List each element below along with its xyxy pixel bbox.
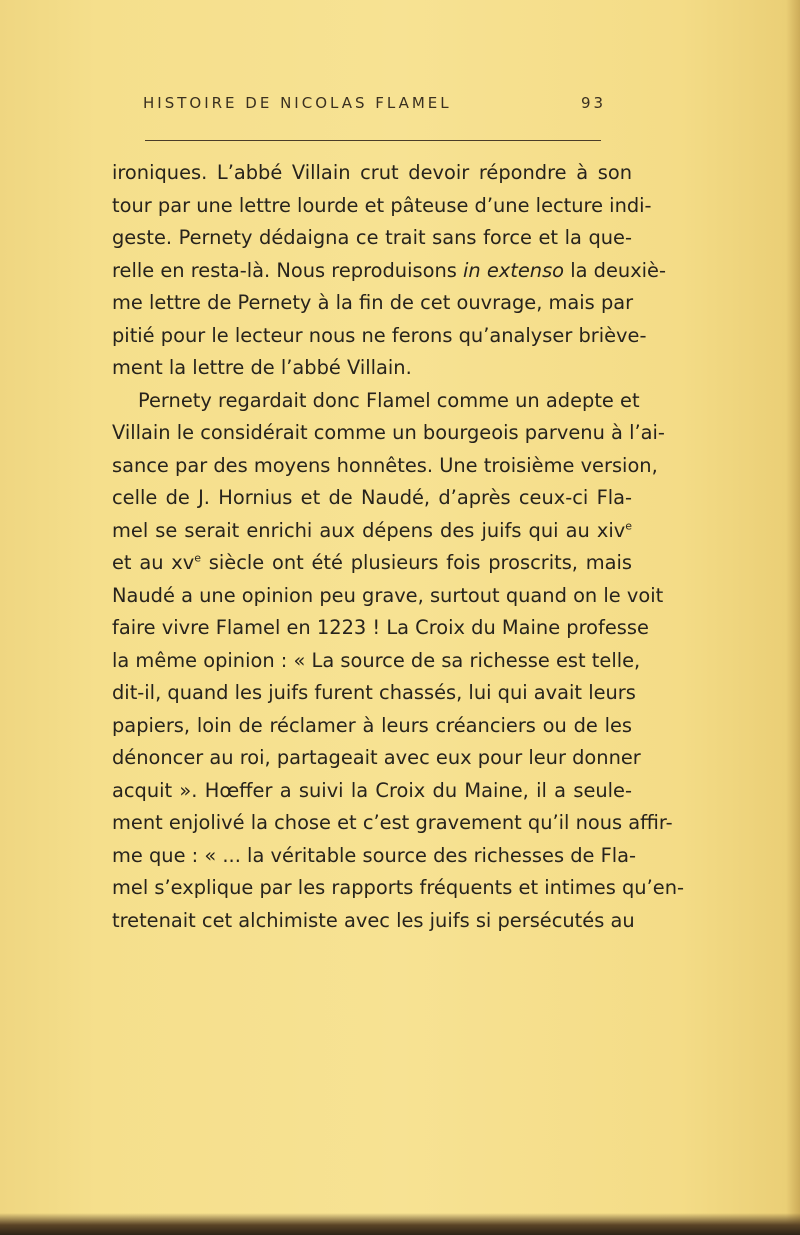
bottom-page-edge [0, 1213, 800, 1235]
text-line: mel s’explique par les rapports fréquents et intimes qu’en- [112, 876, 684, 899]
header-rule [145, 140, 601, 141]
text-line: tour par une lettre lourde et pâteuse d’une lecture indi- [112, 193, 652, 217]
text-line: mel se serait enrichi aux dépens des juifs qui au xiv$^e$ [112, 518, 632, 542]
text-line: dit-il, quand les juifs furent chassés, lui qui avait leurs [112, 681, 636, 704]
text-line: Naudé a une opinion peu grave, surtout quand on le voit [112, 583, 664, 607]
text-line: la même opinion : « La source de sa richesse est telle, [112, 648, 641, 672]
text-line: papiers, loin de réclamer à leurs créanciers ou de les [112, 713, 632, 737]
page-edge-shadow [786, 0, 800, 1235]
running-title: HISTOIRE DE NICOLAS FLAMEL [143, 94, 452, 112]
text-line: relle en resta-là. Nous reproduisons in extenso la deuxiè- [112, 258, 666, 282]
running-header [143, 94, 607, 112]
text-line: sance par des moyens honnêtes. Une troisième version, [112, 453, 658, 477]
text-line: dénoncer au roi, partageait avec eux pour leur donner [112, 746, 641, 769]
text-line: faire vivre Flamel en 1223 ! La Croix du Maine professe [112, 616, 649, 639]
text-line: Pernety regardait donc Flamel comme un adepte et [138, 388, 640, 412]
body-text [112, 157, 684, 937]
text-line: tretenait cet alchimiste avec les juifs si persécutés au [112, 908, 635, 932]
text-line: me lettre de Pernety à la fin de cet ouvrage, mais par [112, 291, 634, 314]
text-line: Villain le considérait comme un bourgeois parvenu à l’ai- [112, 421, 665, 444]
text-line: geste. Pernety dédaigna ce trait sans force et la que- [112, 226, 632, 249]
text-line: ment enjolivé la chose et c’est gravement qu’il nous affir- [112, 811, 673, 834]
text-line: acquit ». Hœffer a suivi la Croix du Maine, il a seule- [112, 778, 632, 802]
text-line: ment la lettre de l’abbé Villain. [112, 356, 412, 379]
text-line: me que : « ... la véritable source des richesses de Fla- [112, 843, 637, 867]
page-number: 93 [581, 94, 607, 112]
text-line: ironiques. L’abbé Villain crut devoir répondre à son [112, 161, 632, 184]
text-line: celle de J. Hornius et de Naudé, d’après ceux-ci Fla- [112, 486, 632, 509]
text-line: et au $xv^e$ siècle ont été plusieurs fois proscrits, mais [112, 551, 632, 574]
text-line: pitié pour le lecteur nous ne ferons qu’analyser briève- [112, 323, 647, 347]
